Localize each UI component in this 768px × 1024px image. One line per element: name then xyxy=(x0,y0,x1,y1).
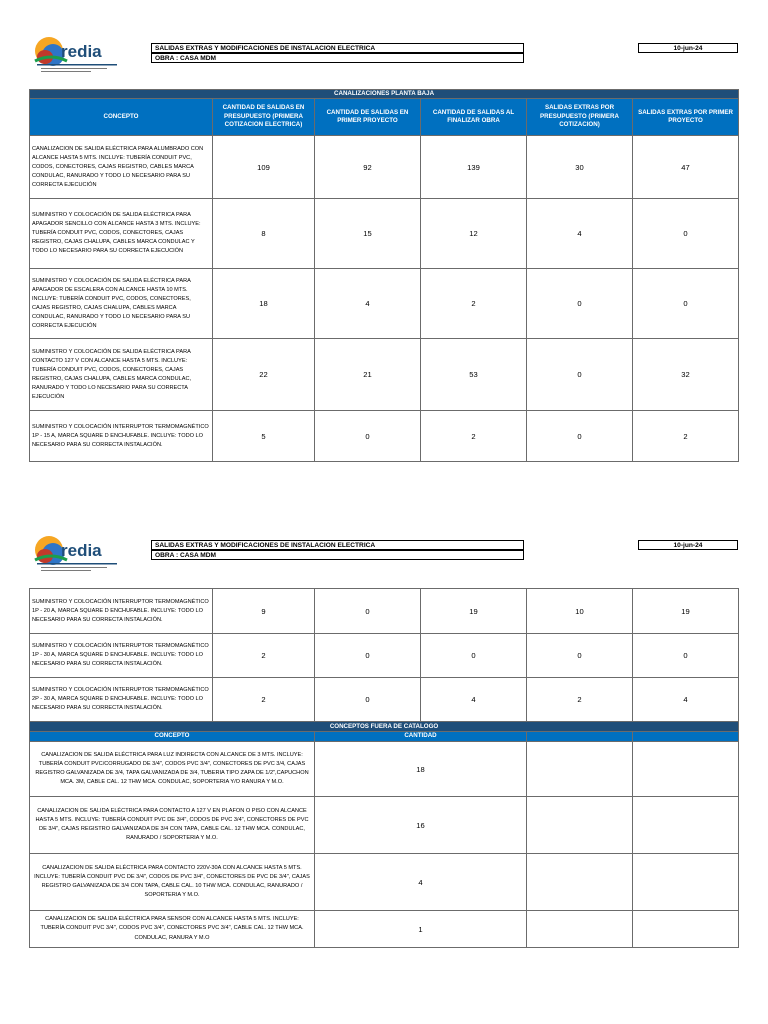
concept-cell: CANALIZACION DE SALIDA ELÉCTRICA PARA CONTACTO A 127 V EN PLAFON O PISO CON ALCANCE HASTA 5 MTS. INCLUYE: TUBERÍA CONDUIT PVC DE 3/4", CODOS DE PVC 3/4", CONECTORES DE PVC DE 3/4", CAJAS REGISTRO GALVANIZADA DE 3/4 CON TAPA, CABLE CAL. 12 THW MCA. CONDULAC, RANURADO / SOPORTERIA Y M.O. xyxy=(30,797,315,854)
value-cell: 21 xyxy=(315,339,421,411)
column-header: CANTIDAD DE SALIDAS EN PRESUPUESTO (PRIMERA COTIZACION ELECTRICA) xyxy=(213,99,315,136)
document-title: SALIDAS EXTRAS Y MODIFICACIONES DE INSTALACION ELECTRICA xyxy=(151,43,524,53)
column-header-empty xyxy=(633,732,739,742)
value-cell: 2 xyxy=(213,678,315,722)
fuera-catalogo-table xyxy=(29,721,739,948)
column-header: SALIDAS EXTRAS POR PRIMER PROYECTO xyxy=(633,99,739,136)
project-name: OBRA : CASA MDM xyxy=(151,550,524,560)
value-cell: 4 xyxy=(315,269,421,339)
value-cell: 0 xyxy=(633,269,739,339)
table-row xyxy=(30,911,739,948)
value-cell: 0 xyxy=(527,634,633,678)
document-date: 10-jun-24 xyxy=(638,540,738,550)
value-cell: 53 xyxy=(421,339,527,411)
value-cell: 2 xyxy=(213,634,315,678)
company-logo xyxy=(31,31,123,75)
concept-cell: SUMINISTRO Y COLOCACIÓN DE SALIDA ELÉCTRICA PARA CONTACTO 127 V CON ALCANCE HASTA 5 MTS. INCLUYE: TUBERÍA CONDUIT PVC, CODOS, CONECTORES, CAJAS REGISTRO, CAJAS CHALUPA, CABLES MARCA CONDULAC, RANURADO Y TODO LO NECESARIO PARA SU CORRECTA EJECUCIÓN xyxy=(30,339,213,411)
concept-cell: SUMINISTRO Y COLOCACIÓN DE SALIDA ELÉCTRICA PARA APAGADOR DE ESCALERA CON ALCANCE HASTA 10 MTS. INCLUYE: TUBERÍA CONDUIT PVC, CODOS, CONECTORES, CAJAS REGISTRO, CAJAS CHALUPA, CABLES MARCA CONDULAC, RANURADO Y TODO LO NECESARIO PARA SU CORRECTA EJECUCIÓN xyxy=(30,269,213,339)
concept-cell: SUMINISTRO Y COLOCACIÓN DE SALIDA ELÉCTRICA PARA APAGADOR SENCILLO CON ALCANCE HASTA 3 MTS. INCLUYE: TUBERÍA CONDUIT PVC, CODOS, CONECTORES, CAJAS REGISTRO, CAJAS CHALUPA, CABLES MARCA CONDULAC Y TODO LO NECESARIO PARA SU CORRECTA EJECUCIÓN xyxy=(30,199,213,269)
column-header-empty xyxy=(527,732,633,742)
value-cell: 18 xyxy=(213,269,315,339)
value-cell: 0 xyxy=(633,199,739,269)
value-cell: 2 xyxy=(633,411,739,462)
table-row xyxy=(30,678,739,722)
column-header: CANTIDAD DE SALIDAS EN PRIMER PROYECTO xyxy=(315,99,421,136)
empty-cell xyxy=(527,797,633,854)
empty-cell xyxy=(527,854,633,911)
empty-cell xyxy=(527,911,633,948)
value-cell: 30 xyxy=(527,136,633,199)
company-logo xyxy=(31,530,123,574)
concept-cell: CANALIZACION DE SALIDA ELÉCTRICA PARA LUZ INDIRECTA CON ALCANCE DE 3 MTS. INCLUYE: TUBERÍA CONDUIT PVC/CORRUGADO DE 3/4", CODOS PVC 3/4", CONECTORES DE PVC 3/4, CAJAS REGISTRO GALVANIZADA DE 3/4, TAPA GALVANIZADA DE 3/4, TUBERIA TIPO ZAPA DE 1/2",CAPUCHON MCA. 3M, CABLE CAL. 12 THW MCA. CONDULAC, SOPORTERIA Y/O RANURA Y M.O. xyxy=(30,742,315,797)
empty-cell xyxy=(633,854,739,911)
value-cell: 0 xyxy=(527,339,633,411)
concept-cell: CANALIZACION DE SALIDA ELÉCTRICA PARA CONTACTO 220V-30A CON ALCANCE HASTA 5 MTS. INCLUYE: TUBERÍA CONDUIT PVC DE 3/4", CODOS DE PVC 3/4", CONECTORES DE PVC DE 3/4", CAJAS REGISTRO GALVANIZADA DE 3/4 CON TAPA, CABLE CAL. 10 THW MCA. CONDULAC, RANURADO / SOPORTERIA Y M.O. xyxy=(30,854,315,911)
value-cell: 0 xyxy=(315,411,421,462)
table-row xyxy=(30,269,739,339)
value-cell: 8 xyxy=(213,199,315,269)
concept-cell: SUMINISTRO Y COLOCACIÓN INTERRUPTOR TERMOMAGNÉTICO 2P - 30 A, MARCA SQUARE D ENCHUFABLE. INCLUYE: TODO LO NECESARIO PARA SU CORRECTA INSTALACIÓN. xyxy=(30,678,213,722)
column-header: CONCEPTO xyxy=(30,99,213,136)
value-cell: 4 xyxy=(633,678,739,722)
value-cell: 10 xyxy=(527,589,633,634)
table-row xyxy=(30,199,739,269)
quantity-cell: 1 xyxy=(315,911,527,948)
value-cell: 15 xyxy=(315,199,421,269)
table-row xyxy=(30,136,739,199)
empty-cell xyxy=(633,911,739,948)
value-cell: 4 xyxy=(421,678,527,722)
quantity-cell: 18 xyxy=(315,742,527,797)
value-cell: 0 xyxy=(315,589,421,634)
quantity-cell: 16 xyxy=(315,797,527,854)
value-cell: 19 xyxy=(421,589,527,634)
value-cell: 4 xyxy=(527,199,633,269)
value-cell: 2 xyxy=(421,269,527,339)
value-cell: 0 xyxy=(527,269,633,339)
value-cell: 0 xyxy=(315,678,421,722)
value-cell: 32 xyxy=(633,339,739,411)
table-row xyxy=(30,797,739,854)
table-row xyxy=(30,589,739,634)
table-row xyxy=(30,854,739,911)
value-cell: 2 xyxy=(421,411,527,462)
table-row xyxy=(30,742,739,797)
logo-wordmark: redia xyxy=(61,42,102,61)
concept-cell: SUMINISTRO Y COLOCACIÓN INTERRUPTOR TERMOMAGNÉTICO 1P - 30 A, MARCA SQUARE D ENCHUFABLE. INCLUYE: TODO LO NECESARIO PARA SU CORRECTA INSTALACIÓN. xyxy=(30,634,213,678)
value-cell: 0 xyxy=(633,634,739,678)
value-cell: 12 xyxy=(421,199,527,269)
value-cell: 0 xyxy=(527,411,633,462)
empty-cell xyxy=(633,797,739,854)
quantity-cell: 4 xyxy=(315,854,527,911)
value-cell: 0 xyxy=(421,634,527,678)
value-cell: 47 xyxy=(633,136,739,199)
logo-wordmark: redia xyxy=(61,541,102,560)
document-date: 10-jun-24 xyxy=(638,43,738,53)
concept-cell: CANALIZACION DE SALIDA ELÉCTRICA PARA SENSOR CON ALCANCE HASTA 5 MTS. INCLUYE: TUBERÍA CONDUIT PVC 3/4", CODOS PVC 3/4", CONECTORES PVC 3/4", CABLE CAL. 12 THW MCA. CONDULAC, RANURA Y M.O xyxy=(30,911,315,948)
section-band: CONCEPTOS FUERA DE CATALOGO xyxy=(30,722,739,732)
value-cell: 9 xyxy=(213,589,315,634)
value-cell: 139 xyxy=(421,136,527,199)
value-cell: 0 xyxy=(315,634,421,678)
column-header: SALIDAS EXTRAS POR PRESUPUESTO (PRIMERA COTIZACION) xyxy=(527,99,633,136)
value-cell: 5 xyxy=(213,411,315,462)
value-cell: 92 xyxy=(315,136,421,199)
table-row xyxy=(30,411,739,462)
value-cell: 2 xyxy=(527,678,633,722)
value-cell: 109 xyxy=(213,136,315,199)
continuation-table xyxy=(29,588,739,722)
value-cell: 22 xyxy=(213,339,315,411)
planta-baja-table xyxy=(29,89,739,462)
concept-cell: SUMINISTRO Y COLOCACIÓN INTERRUPTOR TERMOMAGNÉTICO 1P - 20 A, MARCA SQUARE D ENCHUFABLE. INCLUYE: TODO LO NECESARIO PARA SU CORRECTA INSTALACIÓN. xyxy=(30,589,213,634)
column-header: CANTIDAD xyxy=(315,732,527,742)
empty-cell xyxy=(527,742,633,797)
project-name: OBRA : CASA MDM xyxy=(151,53,524,63)
table-row xyxy=(30,339,739,411)
concept-cell: CANALIZACION DE SALIDA ELÉCTRICA PARA ALUMBRADO CON ALCANCE HASTA 5 MTS. INCLUYE: TUBERÍA CONDUIT PVC, CODOS, CONECTORES, CAJAS REGISTRO, CABLES MARCA CONDULAC, RANURADO Y TODO LO NECESARIO PARA SU CORRECTA EJECUCIÓN xyxy=(30,136,213,199)
column-header: CONCEPTO xyxy=(30,732,315,742)
value-cell: 19 xyxy=(633,589,739,634)
empty-cell xyxy=(633,742,739,797)
concept-cell: SUMINISTRO Y COLOCACIÓN INTERRUPTOR TERMOMAGNÉTICO 1P - 15 A, MARCA SQUARE D ENCHUFABLE. INCLUYE: TODO LO NECESARIO PARA SU CORRECTA INSTALACIÓN. xyxy=(30,411,213,462)
section-band: CANALIZACIONES PLANTA BAJA xyxy=(30,90,739,99)
document-title: SALIDAS EXTRAS Y MODIFICACIONES DE INSTALACION ELECTRICA xyxy=(151,540,524,550)
column-header: CANTIDAD DE SALIDAS AL FINALIZAR OBRA xyxy=(421,99,527,136)
table-row xyxy=(30,634,739,678)
